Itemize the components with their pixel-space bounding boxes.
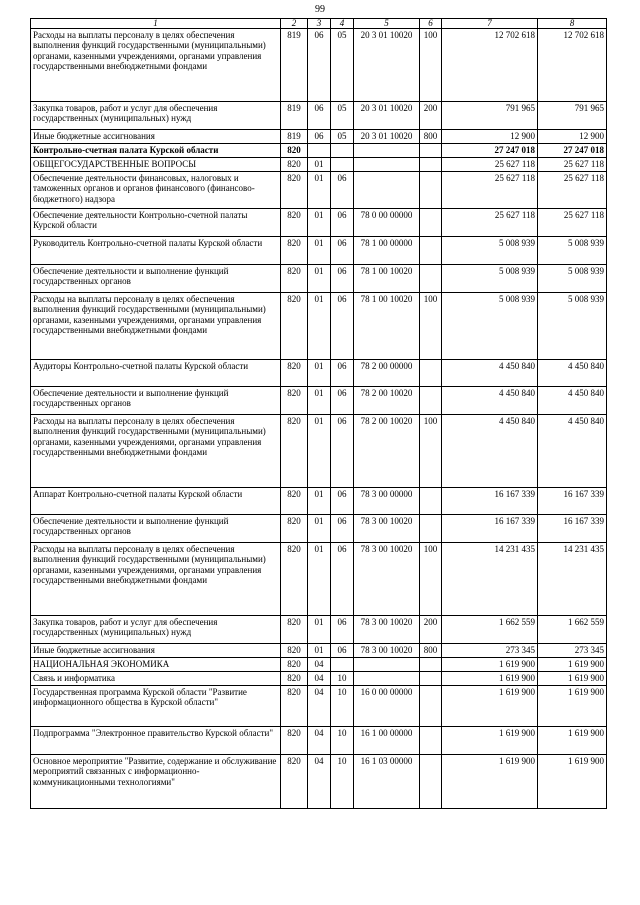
row-section: 06 — [308, 29, 331, 102]
table-row — [31, 515, 607, 543]
row-amount-2: 4 450 840 — [538, 360, 607, 387]
row-amount-1: 4 450 840 — [442, 387, 538, 415]
row-section: 01 — [308, 265, 331, 293]
row-expense-type — [420, 488, 442, 515]
page-number: 99 — [315, 4, 325, 15]
row-ministry-code: 819 — [281, 102, 308, 130]
row-amount-1: 25 627 118 — [442, 172, 538, 209]
row-amount-2: 14 231 435 — [538, 543, 607, 616]
row-name: Аппарат Контрольно-счетной палаты Курской области — [31, 488, 281, 515]
header-col-7: 7 — [442, 19, 538, 29]
row-name: ОБЩЕГОСУДАРСТВЕННЫЕ ВОПРОСЫ — [31, 158, 281, 172]
row-name: Контрольно-счетная палата Курской области — [31, 144, 281, 158]
row-name: Руководитель Контрольно-счетной палаты Курской области — [31, 237, 281, 265]
row-name: Иные бюджетные ассигнования — [31, 130, 281, 144]
row-ministry-code: 820 — [281, 144, 308, 158]
row-subsection — [331, 144, 354, 158]
row-section: 01 — [308, 543, 331, 616]
row-name: Расходы на выплаты персоналу в целях обеспечения выполнения функций государственными (муниципальными) органами, казенными учреждениями, органами управления государственными внебюджетными фондами — [31, 543, 281, 616]
row-ministry-code: 820 — [281, 158, 308, 172]
header-col-2: 2 — [281, 19, 308, 29]
row-expense-type — [420, 237, 442, 265]
table-row — [31, 265, 607, 293]
row-subsection: 06 — [331, 293, 354, 360]
row-amount-2: 12 900 — [538, 130, 607, 144]
row-expense-type — [420, 727, 442, 755]
table-row — [31, 360, 607, 387]
row-expense-type — [420, 515, 442, 543]
row-amount-2: 5 008 939 — [538, 265, 607, 293]
row-subsection — [331, 158, 354, 172]
row-name: Аудиторы Контрольно-счетной палаты Курской области — [31, 360, 281, 387]
row-section: 04 — [308, 658, 331, 672]
row-amount-1: 4 450 840 — [442, 415, 538, 488]
row-expense-type: 100 — [420, 29, 442, 102]
row-amount-2: 1 619 900 — [538, 686, 607, 727]
row-ministry-code: 820 — [281, 387, 308, 415]
row-expense-type — [420, 360, 442, 387]
row-section: 01 — [308, 293, 331, 360]
table-row — [31, 144, 607, 158]
row-name: Обеспечение деятельности финансовых, налоговых и таможенных органов и органов финансового (финансово-бюджетного) надзора — [31, 172, 281, 209]
table-row — [31, 686, 607, 727]
row-target-article: 78 0 00 00000 — [354, 209, 420, 237]
row-target-article: 20 3 01 10020 — [354, 29, 420, 102]
row-target-article: 78 3 00 10020 — [354, 616, 420, 644]
row-ministry-code: 820 — [281, 616, 308, 644]
row-amount-1: 4 450 840 — [442, 360, 538, 387]
table-row — [31, 488, 607, 515]
row-subsection: 06 — [331, 265, 354, 293]
row-target-article: 78 1 00 10020 — [354, 293, 420, 360]
row-section: 01 — [308, 209, 331, 237]
row-section: 04 — [308, 755, 331, 809]
row-expense-type — [420, 158, 442, 172]
table-row — [31, 387, 607, 415]
row-amount-1: 12 702 618 — [442, 29, 538, 102]
row-ministry-code: 820 — [281, 415, 308, 488]
row-ministry-code: 820 — [281, 658, 308, 672]
row-amount-1: 25 627 118 — [442, 158, 538, 172]
row-amount-1: 5 008 939 — [442, 293, 538, 360]
row-amount-1: 16 167 339 — [442, 488, 538, 515]
row-name: Связь и информатика — [31, 672, 281, 686]
row-subsection: 10 — [331, 755, 354, 809]
row-amount-1: 791 965 — [442, 102, 538, 130]
row-ministry-code: 820 — [281, 209, 308, 237]
row-amount-1: 27 247 018 — [442, 144, 538, 158]
row-name: Обеспечение деятельности и выполнение функций государственных органов — [31, 387, 281, 415]
row-subsection: 06 — [331, 488, 354, 515]
row-amount-1: 12 900 — [442, 130, 538, 144]
row-ministry-code: 820 — [281, 515, 308, 543]
row-ministry-code: 819 — [281, 29, 308, 102]
row-subsection: 06 — [331, 209, 354, 237]
budget-table — [30, 18, 607, 809]
row-amount-2: 4 450 840 — [538, 415, 607, 488]
row-ministry-code: 820 — [281, 727, 308, 755]
row-expense-type: 100 — [420, 293, 442, 360]
row-name: Иные бюджетные ассигнования — [31, 644, 281, 658]
row-section: 06 — [308, 130, 331, 144]
row-section: 01 — [308, 237, 331, 265]
row-amount-2: 1 619 900 — [538, 755, 607, 809]
row-amount-2: 791 965 — [538, 102, 607, 130]
row-target-article: 78 2 00 00000 — [354, 360, 420, 387]
row-amount-2: 16 167 339 — [538, 515, 607, 543]
row-target-article: 78 2 00 10020 — [354, 387, 420, 415]
table-row — [31, 415, 607, 488]
row-section: 06 — [308, 102, 331, 130]
row-name: Государственная программа Курской области "Развитие информационного общества в Курской области" — [31, 686, 281, 727]
row-section: 04 — [308, 727, 331, 755]
row-target-article: 20 3 01 10020 — [354, 130, 420, 144]
row-amount-2: 1 619 900 — [538, 658, 607, 672]
row-ministry-code: 820 — [281, 488, 308, 515]
row-expense-type: 800 — [420, 644, 442, 658]
table-row — [31, 209, 607, 237]
row-amount-1: 1 619 900 — [442, 658, 538, 672]
row-subsection: 05 — [331, 29, 354, 102]
row-subsection: 06 — [331, 387, 354, 415]
row-amount-1: 5 008 939 — [442, 237, 538, 265]
row-expense-type: 100 — [420, 415, 442, 488]
row-expense-type — [420, 686, 442, 727]
row-target-article — [354, 672, 420, 686]
header-col-4: 4 — [331, 19, 354, 29]
row-amount-2: 5 008 939 — [538, 237, 607, 265]
header-col-6: 6 — [420, 19, 442, 29]
table-row — [31, 172, 607, 209]
row-name: Закупка товаров, работ и услуг для обеспечения государственных (муниципальных) нужд — [31, 102, 281, 130]
table-row — [31, 616, 607, 644]
row-ministry-code: 820 — [281, 644, 308, 658]
row-amount-2: 25 627 118 — [538, 158, 607, 172]
row-amount-2: 25 627 118 — [538, 172, 607, 209]
row-section: 01 — [308, 415, 331, 488]
table-row — [31, 755, 607, 809]
header-col-3: 3 — [308, 19, 331, 29]
row-amount-2: 5 008 939 — [538, 293, 607, 360]
row-expense-type — [420, 387, 442, 415]
row-amount-1: 5 008 939 — [442, 265, 538, 293]
row-target-article — [354, 158, 420, 172]
row-ministry-code: 820 — [281, 265, 308, 293]
table-row — [31, 102, 607, 130]
row-subsection: 10 — [331, 672, 354, 686]
row-target-article: 78 3 00 00000 — [354, 488, 420, 515]
row-amount-2: 273 345 — [538, 644, 607, 658]
row-expense-type — [420, 672, 442, 686]
row-name: Обеспечение деятельности и выполнение функций государственных органов — [31, 515, 281, 543]
row-name: Обеспечение деятельности Контрольно-счетной палаты Курской области — [31, 209, 281, 237]
row-section: 01 — [308, 616, 331, 644]
row-section: 01 — [308, 360, 331, 387]
row-expense-type — [420, 144, 442, 158]
row-ministry-code: 820 — [281, 237, 308, 265]
row-subsection: 06 — [331, 644, 354, 658]
row-section: 01 — [308, 488, 331, 515]
row-amount-1: 273 345 — [442, 644, 538, 658]
row-subsection: 06 — [331, 172, 354, 209]
table-row — [31, 727, 607, 755]
row-amount-2: 16 167 339 — [538, 488, 607, 515]
row-amount-2: 1 619 900 — [538, 727, 607, 755]
row-section: 01 — [308, 172, 331, 209]
row-ministry-code: 820 — [281, 360, 308, 387]
table-row — [31, 29, 607, 102]
row-target-article — [354, 172, 420, 209]
row-name: Обеспечение деятельности и выполнение функций государственных органов — [31, 265, 281, 293]
table-row — [31, 543, 607, 616]
row-section: 01 — [308, 515, 331, 543]
row-target-article: 16 1 03 00000 — [354, 755, 420, 809]
row-section: 01 — [308, 158, 331, 172]
row-expense-type: 200 — [420, 102, 442, 130]
row-subsection: 05 — [331, 130, 354, 144]
row-target-article: 78 3 00 10020 — [354, 543, 420, 616]
row-ministry-code: 820 — [281, 172, 308, 209]
row-amount-1: 14 231 435 — [442, 543, 538, 616]
row-name: Расходы на выплаты персоналу в целях обеспечения выполнения функций государственными (муниципальными) органами, казенными учреждениями, органами управления государственными внебюджетными фондами — [31, 415, 281, 488]
table-row — [31, 644, 607, 658]
row-subsection: 06 — [331, 515, 354, 543]
row-ministry-code: 820 — [281, 672, 308, 686]
row-subsection — [331, 658, 354, 672]
table-row — [31, 158, 607, 172]
header-col-5: 5 — [354, 19, 420, 29]
table-row — [31, 237, 607, 265]
row-name: Закупка товаров, работ и услуг для обеспечения государственных (муниципальных) нужд — [31, 616, 281, 644]
row-section — [308, 144, 331, 158]
row-name: НАЦИОНАЛЬНАЯ ЭКОНОМИКА — [31, 658, 281, 672]
row-ministry-code: 820 — [281, 293, 308, 360]
row-section: 01 — [308, 644, 331, 658]
row-target-article: 78 2 00 10020 — [354, 415, 420, 488]
row-expense-type — [420, 658, 442, 672]
row-amount-1: 25 627 118 — [442, 209, 538, 237]
table-body — [31, 29, 607, 809]
row-amount-1: 1 662 559 — [442, 616, 538, 644]
table-row — [31, 658, 607, 672]
row-amount-1: 1 619 900 — [442, 727, 538, 755]
row-expense-type — [420, 209, 442, 237]
row-amount-1: 1 619 900 — [442, 672, 538, 686]
row-amount-1: 1 619 900 — [442, 755, 538, 809]
row-target-article — [354, 144, 420, 158]
row-target-article: 78 1 00 10020 — [354, 265, 420, 293]
row-subsection: 06 — [331, 543, 354, 616]
row-amount-2: 1 619 900 — [538, 672, 607, 686]
row-expense-type: 800 — [420, 130, 442, 144]
row-ministry-code: 820 — [281, 755, 308, 809]
row-expense-type — [420, 755, 442, 809]
row-ministry-code: 820 — [281, 543, 308, 616]
table-row — [31, 293, 607, 360]
row-amount-2: 27 247 018 — [538, 144, 607, 158]
row-expense-type: 100 — [420, 543, 442, 616]
row-ministry-code: 820 — [281, 686, 308, 727]
row-section: 04 — [308, 686, 331, 727]
row-subsection: 06 — [331, 616, 354, 644]
row-target-article: 78 3 00 10020 — [354, 515, 420, 543]
table-row — [31, 130, 607, 144]
row-subsection: 06 — [331, 415, 354, 488]
row-amount-2: 4 450 840 — [538, 387, 607, 415]
header-col-8: 8 — [538, 19, 607, 29]
row-ministry-code: 819 — [281, 130, 308, 144]
row-name: Расходы на выплаты персоналу в целях обеспечения выполнения функций государственными (муниципальными) органами, казенными учреждениями, органами управления государственными внебюджетными фондами — [31, 293, 281, 360]
row-expense-type — [420, 172, 442, 209]
row-target-article: 16 1 00 00000 — [354, 727, 420, 755]
row-name: Расходы на выплаты персоналу в целях обеспечения выполнения функций государственными (муниципальными) органами, казенными учреждениями, органами управления государственными внебюджетными фондами — [31, 29, 281, 102]
row-target-article: 16 0 00 00000 — [354, 686, 420, 727]
row-amount-2: 1 662 559 — [538, 616, 607, 644]
row-subsection: 06 — [331, 237, 354, 265]
row-name: Основное мероприятие "Развитие, содержание и обслуживание мероприятий связанных с информационно-коммуникационными технологиями" — [31, 755, 281, 809]
row-subsection: 10 — [331, 727, 354, 755]
row-target-article — [354, 658, 420, 672]
row-expense-type: 200 — [420, 616, 442, 644]
row-amount-2: 12 702 618 — [538, 29, 607, 102]
row-target-article: 20 3 01 10020 — [354, 102, 420, 130]
row-subsection: 10 — [331, 686, 354, 727]
row-section: 01 — [308, 387, 331, 415]
row-section: 04 — [308, 672, 331, 686]
row-subsection: 06 — [331, 360, 354, 387]
row-expense-type — [420, 265, 442, 293]
row-amount-2: 25 627 118 — [538, 209, 607, 237]
table-row — [31, 672, 607, 686]
header-col-1: 1 — [31, 19, 281, 29]
row-target-article: 78 1 00 00000 — [354, 237, 420, 265]
row-amount-1: 16 167 339 — [442, 515, 538, 543]
row-subsection: 05 — [331, 102, 354, 130]
row-amount-1: 1 619 900 — [442, 686, 538, 727]
row-name: Подпрограмма "Электронное правительство Курской области" — [31, 727, 281, 755]
row-target-article: 78 3 00 10020 — [354, 644, 420, 658]
table-header-row — [31, 19, 607, 29]
